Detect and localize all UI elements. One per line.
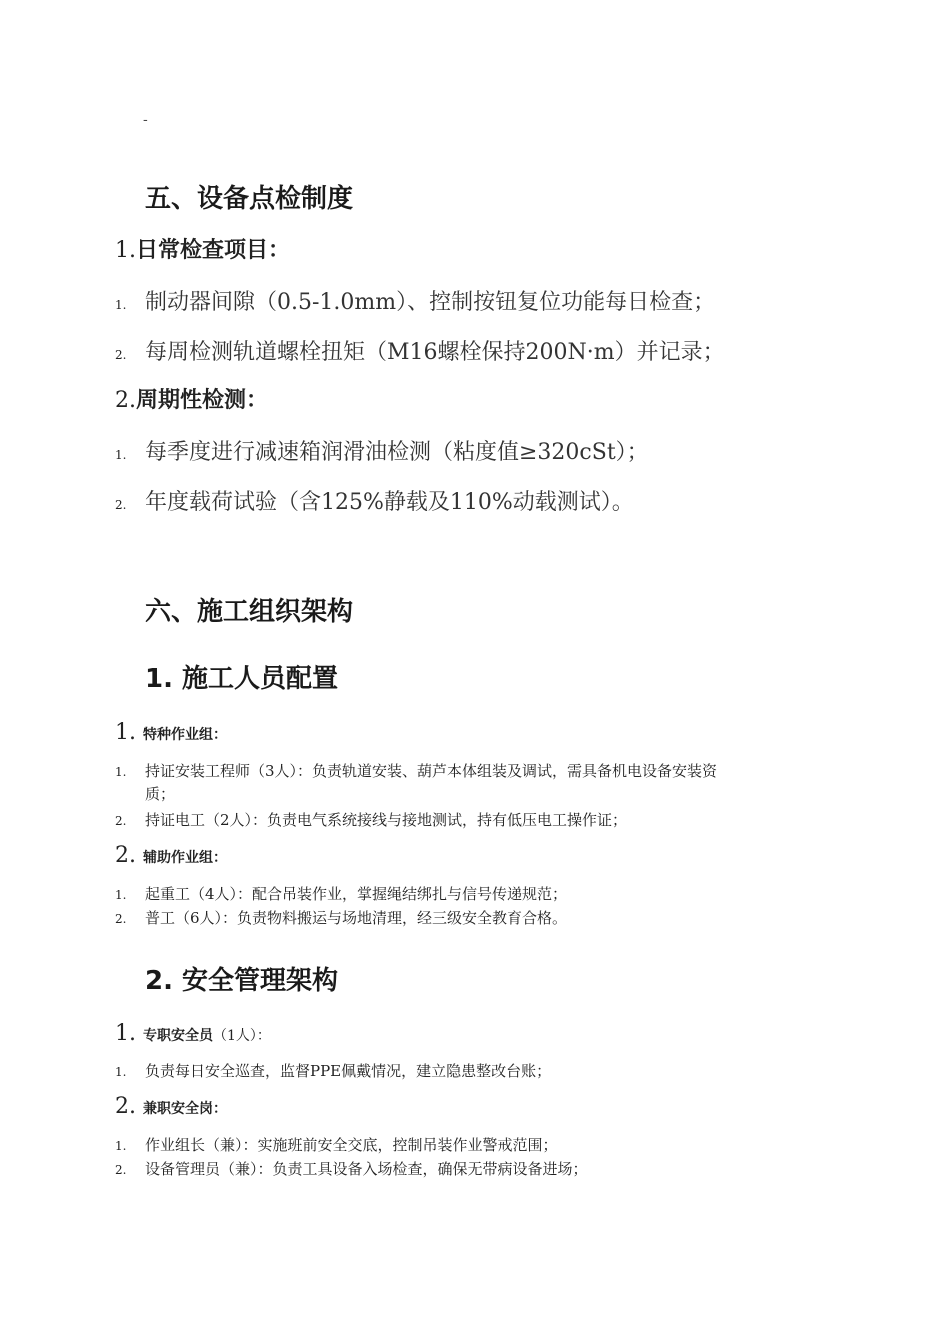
list-label: 兼职安全岗： [143,1101,227,1117]
list-item [115,485,634,516]
list-label: 周期性检测： [136,388,269,413]
list-number: 2. [115,1094,136,1119]
list-number: 1. [115,765,127,779]
list-number: 2. [115,348,127,362]
list-number: 1. [115,1065,127,1079]
list-number: 2. [115,843,136,868]
list-label-extra: （1人）： [213,1028,271,1044]
list-label: 特种作业组： [143,727,227,743]
list-text: 起重工（4人）：配合吊装作业，掌握绳结绑扎与信号传递规范； [145,885,568,903]
list-label: 专职安全员 [143,1028,213,1044]
list-item [115,1134,558,1155]
list-text: 负责每日安全巡查，监督PPE佩戴情况，建立隐患整改台账； [145,1062,552,1080]
list-text: 作业组长（兼）：实施班前安全交底，控制吊装作业警戒范围； [145,1136,558,1154]
list-number: 2. [115,814,127,828]
list-item [115,285,715,316]
page-mark: - [143,112,148,128]
list-number: 1. [115,888,127,902]
list-label: 日常检查项目： [136,238,291,263]
list-item [115,1021,271,1046]
section-title-construction-org: 六、施工组织架构 [145,597,354,627]
list-text: 持证安装工程师（3人）：负责轨道安装、葫芦本体组装及调试，需具备机电设备安装资 [145,762,718,780]
list-text: 普工（6人）：负责物料搬运与场地清理，经三级安全教育合格。 [145,909,568,927]
list-item [115,335,725,366]
list-number: 2. [115,498,127,512]
list-item [115,435,649,466]
list-item [115,809,627,830]
list-number: 2. [115,912,127,926]
list-text: 持证电工（2人）：负责电气系统接线与接地测试，持有低压电工操作证； [145,811,628,829]
list-item [115,1158,588,1179]
list-item [115,883,567,904]
list-item [115,233,290,264]
list-item [115,1094,227,1119]
list-number: 1. [115,238,136,263]
list-text: 制动器间隙（0.5-1.0mm）、控制按钮复位功能每日检查； [145,290,716,315]
list-number: 1. [115,298,127,312]
list-number: 2. [115,388,136,413]
subsection-title-safety-management: 2. 安全管理架构 [145,966,339,996]
list-text: 每季度进行减速箱润滑油检测（粘度值≥320cSt）； [145,440,649,465]
list-item [115,843,227,868]
list-text: 年度载荷试验（含125%静载及110%动载测试）。 [145,490,634,515]
list-label: 辅助作业组： [143,850,227,866]
list-item [115,759,795,784]
subsection-title-staffing: 1. 施工人员配置 [145,664,339,694]
list-number: 2. [115,1163,127,1177]
list-text: 每周检测轨道螺栓扭矩（M16螺栓保持200N·m）并记录； [145,340,725,365]
list-item [115,720,227,745]
list-number: 1. [115,448,127,462]
list-item [115,907,567,928]
list-number: 1. [115,1021,136,1046]
list-item [115,1060,551,1081]
list-item [115,383,268,414]
list-number: 1. [115,720,136,745]
list-text: 设备管理员（兼）：负责工具设备入场检查，确保无带病设备进场； [145,1160,588,1178]
list-text-continuation: 质； [145,785,176,803]
list-number: 1. [115,1139,127,1153]
section-title-equipment-inspection: 五、设备点检制度 [145,184,354,214]
